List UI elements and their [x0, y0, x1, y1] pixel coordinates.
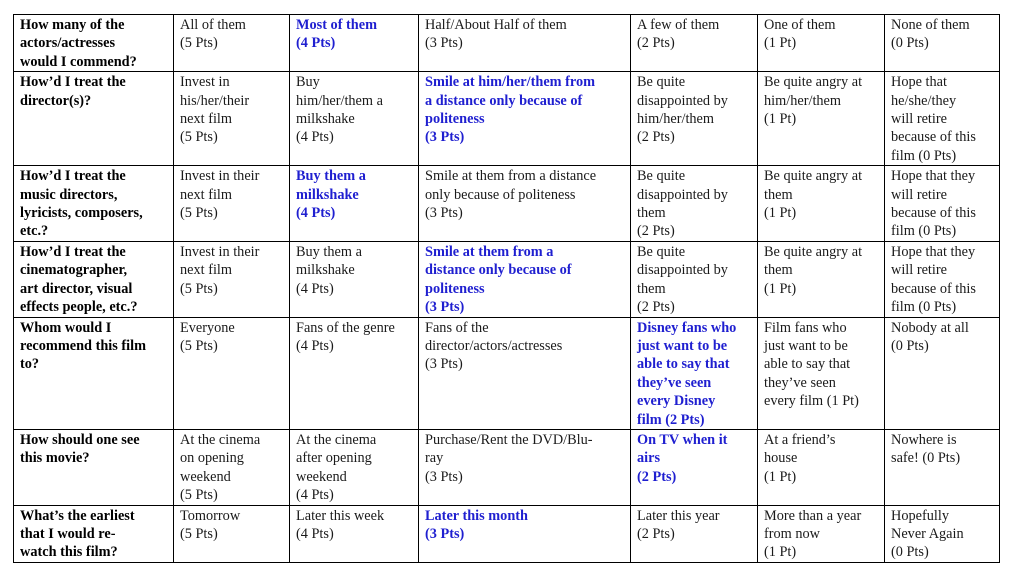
question-cell: How should one see this movie? [14, 429, 174, 505]
option-cell: None of them (0 Pts) [885, 15, 1000, 72]
option-cell: At the cinema on opening weekend (5 Pts) [174, 429, 290, 505]
option-cell: Be quite disappointed by them (2 Pts) [631, 241, 758, 317]
selected-option-cell: Disney fans who just want to be able to say that they’ve seen every Disney film (2 Pts) [631, 317, 758, 429]
option-cell: Tomorrow (5 Pts) [174, 505, 290, 562]
option-cell: Buy them a milkshake (4 Pts) [290, 241, 419, 317]
option-cell: Hope that they will retire because of this film (0 Pts) [885, 241, 1000, 317]
option-cell: At the cinema after opening weekend (4 Pts) [290, 429, 419, 505]
table-row [14, 241, 1000, 317]
selected-option-cell: Most of them (4 Pts) [290, 15, 419, 72]
table-row [14, 72, 1000, 166]
selected-option-cell: Buy them a milkshake (4 Pts) [290, 166, 419, 242]
option-cell: Later this week (4 Pts) [290, 505, 419, 562]
option-cell: Invest in their next film (5 Pts) [174, 166, 290, 242]
option-cell: Nobody at all (0 Pts) [885, 317, 1000, 429]
table-row [14, 166, 1000, 242]
option-cell: Film fans who just want to be able to say that they’ve seen every film (1 Pt) [758, 317, 885, 429]
table-row [14, 429, 1000, 505]
option-cell: A few of them (2 Pts) [631, 15, 758, 72]
film-rating-table [13, 14, 1000, 563]
table-row [14, 15, 1000, 72]
option-cell: Hopefully Never Again (0 Pts) [885, 505, 1000, 562]
selected-option-cell: On TV when it airs (2 Pts) [631, 429, 758, 505]
question-cell: How’d I treat the music directors, lyricists, composers, etc.? [14, 166, 174, 242]
option-cell: Be quite angry at them (1 Pt) [758, 166, 885, 242]
question-cell: How’d I treat the cinematographer, art director, visual effects people, etc.? [14, 241, 174, 317]
option-cell: Hope that they will retire because of this film (0 Pts) [885, 166, 1000, 242]
option-cell: Be quite angry at them (1 Pt) [758, 241, 885, 317]
question-cell: Whom would I recommend this film to? [14, 317, 174, 429]
option-cell: Be quite disappointed by him/her/them (2 Pts) [631, 72, 758, 166]
selected-option-cell: Smile at him/her/them from a distance only because of politeness (3 Pts) [419, 72, 631, 166]
option-cell: Smile at them from a distance only because of politeness (3 Pts) [419, 166, 631, 242]
option-cell: Be quite disappointed by them (2 Pts) [631, 166, 758, 242]
option-cell: Buy him/her/them a milkshake (4 Pts) [290, 72, 419, 166]
option-cell: At a friend’s house (1 Pt) [758, 429, 885, 505]
question-cell: How many of the actors/actresses would I commend? [14, 15, 174, 72]
option-cell: Purchase/Rent the DVD/Blu- ray (3 Pts) [419, 429, 631, 505]
selected-option-cell: Later this month (3 Pts) [419, 505, 631, 562]
option-cell: More than a year from now (1 Pt) [758, 505, 885, 562]
question-cell: How’d I treat the director(s)? [14, 72, 174, 166]
option-cell: Fans of the genre (4 Pts) [290, 317, 419, 429]
table-row [14, 317, 1000, 429]
option-cell: Half/About Half of them (3 Pts) [419, 15, 631, 72]
option-cell: One of them (1 Pt) [758, 15, 885, 72]
option-cell: Hope that he/she/they will retire because of this film (0 Pts) [885, 72, 1000, 166]
option-cell: Invest in their next film (5 Pts) [174, 241, 290, 317]
option-cell: Be quite angry at him/her/them (1 Pt) [758, 72, 885, 166]
table-row [14, 505, 1000, 562]
selected-option-cell: Smile at them from a distance only because of politeness (3 Pts) [419, 241, 631, 317]
option-cell: All of them (5 Pts) [174, 15, 290, 72]
option-cell: Nowhere is safe! (0 Pts) [885, 429, 1000, 505]
option-cell: Later this year (2 Pts) [631, 505, 758, 562]
option-cell: Everyone (5 Pts) [174, 317, 290, 429]
option-cell: Invest in his/her/their next film (5 Pts) [174, 72, 290, 166]
question-cell: What’s the earliest that I would re- watch this film? [14, 505, 174, 562]
option-cell: Fans of the director/actors/actresses (3 Pts) [419, 317, 631, 429]
